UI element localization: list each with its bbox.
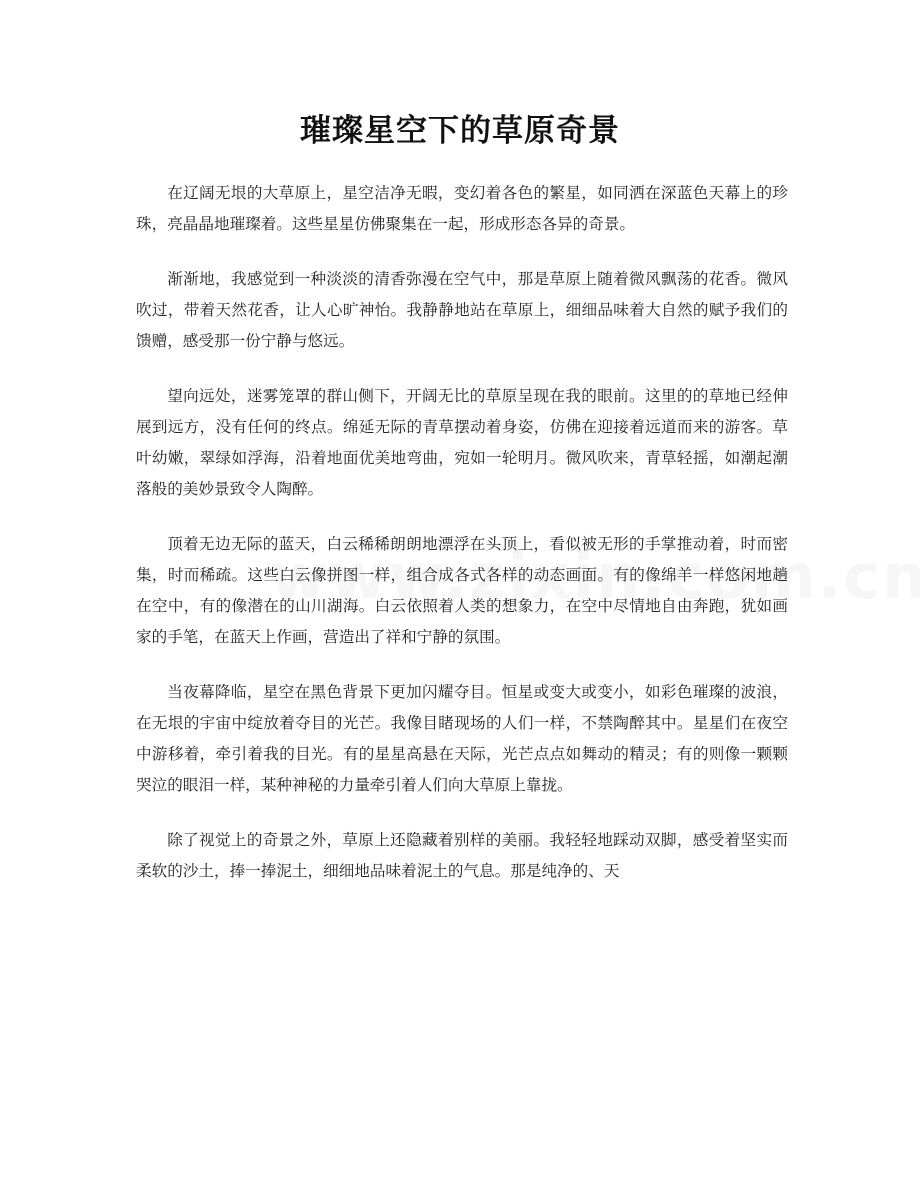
paragraph-6: 除了视觉上的奇景之外，草原上还隐藏着别样的美丽。我轻轻地踩动双脚，感受着坚实而柔软的沙土，捧一捧泥土，细细地品味着泥土的气息。那是纯净的、天 [136, 831, 788, 880]
paragraph-4: 顶着无边无际的蓝天，白云稀稀朗朗地漂浮在头顶上，看似被无形的手掌推动着，时而密集，时而稀疏。这些白云像拼图一样，组合成各式各样的动态画面。有的像绵羊一样悠闲地趟在空中，有的像潜在的山川湖海。白云依照着人类的想象力，在空中尽情地自由奔跑，犹如画家的手笔，在蓝天上作画，营造出了祥和宁静的氛围。 [136, 535, 788, 646]
document-title: 璀璨星空下的草原奇景 [300, 113, 620, 149]
paragraph-3: 望向远处，迷雾笼罩的群山侧下，开阔无比的草原呈现在我的眼前。这里的的草地已经伸展到远方，没有任何的终点。绵延无际的青草摆动着身姿，仿佛在迎接着远道而来的游客。草叶幼嫩，翠绿如浮海，沿着地面优美地弯曲，宛如一轮明月。微风吹来，青草轻摇，如潮起潮落般的美妙景致令人陶醉。 [136, 387, 788, 498]
paragraph-5: 当夜幕降临，星空在黑色背景下更加闪耀夺目。恒星或变大或变小，如彩色璀璨的波浪，在无垠的宇宙中绽放着夺目的光芒。我像目睹现场的人们一样，不禁陶醉其中。星星们在夜空中游移着，牵引着我的目光。有的星星高悬在天际，光芒点点如舞动的精灵；有的则像一颗颗哭泣的眼泪一样，某种神秘的力量牵引着人们向大草原上靠拢。 [136, 683, 788, 794]
paragraph-1: 在辽阔无垠的大草原上，星空洁净无暇，变幻着各色的繁星，如同洒在深蓝色天幕上的珍珠，亮晶晶地璀璨着。这些星星仿佛聚集在一起，形成形态各异的奇景。 [136, 184, 788, 233]
document-body [136, 178, 788, 911]
paragraph-2: 渐渐地，我感觉到一种淡淡的清香弥漫在空气中，那是草原上随着微风飘荡的花香。微风吹过，带着天然花香，让人心旷神怡。我静静地站在草原上，细细品味着大自然的赋予我们的馈赠，感受那一份宁静与悠远。 [136, 270, 788, 350]
